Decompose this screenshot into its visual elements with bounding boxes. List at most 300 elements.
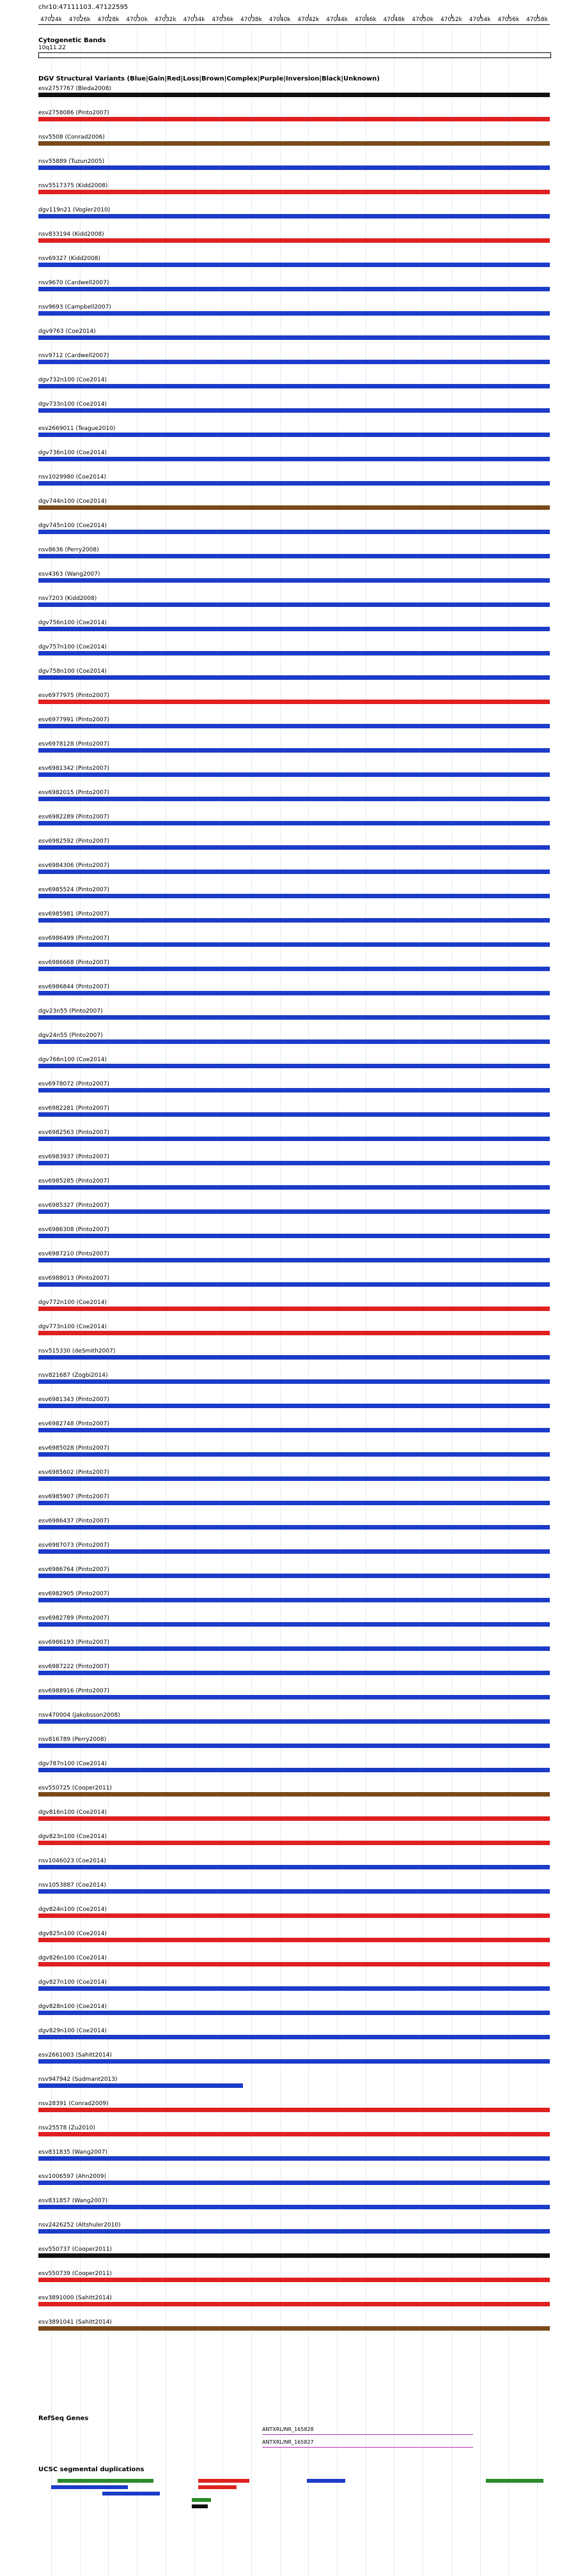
dgv-track-row[interactable] (38, 1397, 550, 1411)
dgv-track-row[interactable] (38, 2125, 550, 2139)
dgv-track-row[interactable] (38, 1130, 550, 1144)
segdup-block (307, 2479, 345, 2483)
dgv-track-row[interactable] (38, 280, 550, 294)
dgv-variant-bar[interactable] (38, 1962, 550, 1966)
dgv-track-label: dgv827n100 (Coe2014) (38, 1979, 107, 1986)
dgv-track-label: dgv829n100 (Coe2014) (38, 2028, 107, 2034)
dgv-variant-bar[interactable] (38, 1015, 550, 1020)
dgv-track-label: dgv823n100 (Coe2014) (38, 1834, 107, 1840)
dgv-track-label: esv6982289 (Pinto2007) (38, 814, 109, 820)
dgv-variant-bar[interactable] (38, 2108, 550, 2112)
dgv-variant-bar[interactable] (38, 821, 550, 825)
dgv-track-label: esv550737 (Cooper2011) (38, 2246, 112, 2253)
dgv-track-row[interactable] (38, 2004, 550, 2018)
dgv-track-label: dgv23n55 (Pinto2007) (38, 1008, 103, 1015)
dgv-track-row[interactable] (38, 1858, 550, 1872)
dgv-variant-bar[interactable] (38, 845, 550, 850)
dgv-track-label: nsv821687 (Zogbi2014) (38, 1372, 108, 1379)
dgv-track-row[interactable] (38, 1955, 550, 1969)
dgv-track-row[interactable] (38, 960, 550, 974)
dgv-track-row[interactable] (38, 377, 550, 391)
dgv-track-label: dgv733n100 (Coe2014) (38, 401, 107, 408)
dgv-track-row[interactable] (38, 1615, 550, 1629)
dgv-track-row[interactable] (38, 1057, 550, 1071)
dgv-variant-bar[interactable] (38, 2205, 550, 2209)
dgv-variant-bar[interactable] (38, 2132, 550, 2136)
dgv-track-row[interactable] (38, 2052, 550, 2066)
dgv-variant-bar[interactable] (38, 1865, 550, 1869)
dgv-track-row[interactable] (38, 644, 550, 658)
dgv-track-row[interactable] (38, 110, 550, 124)
dgv-variant-bar[interactable] (38, 1161, 550, 1165)
dgv-track-row[interactable] (38, 1178, 550, 1192)
dgv-track-row[interactable] (38, 1664, 550, 1678)
dgv-variant-bar[interactable] (38, 360, 550, 364)
cytoband-title: Cytogenetic Bands (38, 37, 106, 44)
dgv-track-row[interactable] (38, 595, 550, 610)
dgv-track-label: esv6987210 (Pinto2007) (38, 1251, 109, 1257)
dgv-track-label: nsv816789 (Perry2008) (38, 1736, 107, 1743)
dgv-track-row[interactable] (38, 2198, 550, 2212)
dgv-track-row[interactable] (38, 1834, 550, 1848)
dgv-track-label: nsv833194 (Kidd2008) (38, 231, 104, 238)
dgv-track-label: esv6982015 (Pinto2007) (38, 790, 109, 796)
dgv-track-label: esv3891041 (Sahitt2014) (38, 2319, 112, 2326)
ruler-tick-label: 47026k (68, 17, 91, 23)
segdup-block (51, 2485, 128, 2489)
ruler-tick-label: 47036k (212, 17, 234, 23)
ruler-tick-label: 47038k (240, 17, 262, 23)
dgv-track-label: nsv69327 (Kidd2008) (38, 256, 100, 262)
dgv-track-row[interactable] (38, 158, 550, 172)
ruler-tick-label: 47044k (326, 17, 348, 23)
dgv-variant-bar[interactable] (38, 1792, 550, 1797)
dgv-track-label: dgv745n100 (Coe2014) (38, 523, 107, 529)
dgv-variant-bar[interactable] (38, 238, 550, 243)
dgv-track-row[interactable] (38, 887, 550, 901)
dgv-track-label: dgv825n100 (Coe2014) (38, 1931, 107, 1937)
ruler-tick-label: 47034k (183, 17, 205, 23)
dgv-variant-bar[interactable] (38, 457, 550, 461)
segdup-block (198, 2479, 249, 2483)
dgv-variant-bar[interactable] (38, 1209, 550, 1214)
ruler-tick-label: 47046k (354, 17, 377, 23)
dgv-track-row[interactable] (38, 304, 550, 318)
dgv-track-row[interactable] (38, 353, 550, 367)
dgv-variant-bar[interactable] (38, 93, 550, 97)
dgv-variant-bar[interactable] (38, 1088, 550, 1092)
dgv-track-label: esv6982748 (Pinto2007) (38, 1421, 109, 1427)
dgv-track-row[interactable] (38, 765, 550, 779)
ruler-tick-label: 47050k (412, 17, 434, 23)
dgv-variant-bar[interactable] (38, 602, 550, 607)
dgv-track-row[interactable] (38, 1324, 550, 1338)
dgv-variant-bar[interactable] (38, 165, 550, 170)
dgv-track-label: esv6982905 (Pinto2007) (38, 1591, 109, 1597)
segdup-block (58, 2479, 153, 2483)
dgv-variant-bar[interactable] (38, 1646, 550, 1651)
dgv-variant-bar[interactable] (38, 311, 550, 316)
dgv-track-label: esv6985327 (Pinto2007) (38, 1202, 109, 1209)
dgv-track-label: nsv9670 (Cardwell2007) (38, 280, 109, 286)
dgv-variant-bar[interactable] (38, 214, 550, 218)
dgv-track-label: dgv787n100 (Coe2014) (38, 1761, 107, 1767)
dgv-track-label: esv2758086 (Pinto2007) (38, 110, 109, 116)
dgv-track-label: nsv1046023 (Coe2014) (38, 1858, 106, 1864)
dgv-track-row[interactable] (38, 935, 550, 949)
dgv-variant-bar[interactable] (38, 1234, 550, 1238)
dgv-track-row[interactable] (38, 1979, 550, 1993)
dgv-variant-bar[interactable] (38, 1719, 550, 1724)
dgv-track-row[interactable] (38, 1445, 550, 1459)
dgv-track-row[interactable] (38, 1494, 550, 1508)
dgv-track-row[interactable] (38, 1348, 550, 1362)
dgv-track-label: esv550739 (Cooper2011) (38, 2271, 112, 2277)
dgv-track-label: dgv758n100 (Coe2014) (38, 668, 107, 675)
dgv-variant-bar[interactable] (38, 2011, 550, 2015)
dgv-variant-bar[interactable] (38, 700, 550, 704)
ruler-tick-label: 47056k (497, 17, 520, 23)
dgv-track-label: esv831857 (Wang2007) (38, 2198, 107, 2204)
dgv-track-label: esv6983937 (Pinto2007) (38, 1154, 109, 1160)
segdup-block (198, 2485, 237, 2489)
dgv-variant-bar[interactable] (38, 287, 550, 291)
dgv-track-row[interactable] (38, 183, 550, 197)
ruler-tick-label: 47042k (297, 17, 320, 23)
dgv-track-row[interactable] (38, 1518, 550, 1532)
dgv-track-row[interactable] (38, 86, 550, 100)
dgv-variant-bar[interactable] (38, 1282, 550, 1287)
dgv-variant-bar[interactable] (38, 2302, 550, 2306)
dgv-track-label: esv6986437 (Pinto2007) (38, 1518, 109, 1524)
dgv-variant-bar[interactable] (38, 117, 550, 121)
dgv-track-row[interactable] (38, 668, 550, 682)
dgv-track-row[interactable] (38, 474, 550, 488)
dgv-variant-bar[interactable] (38, 1355, 550, 1360)
dgv-track-row[interactable] (38, 1567, 550, 1581)
dgv-variant-bar[interactable] (38, 1476, 550, 1481)
dgv-variant-bar[interactable] (38, 1404, 550, 1408)
dgv-track-label: esv6986764 (Pinto2007) (38, 1567, 109, 1573)
dgv-track-label: esv6978072 (Pinto2007) (38, 1081, 109, 1087)
dgv-variant-bar[interactable] (38, 894, 550, 898)
dgv-track-row[interactable] (38, 2174, 550, 2188)
dgv-variant-bar[interactable] (38, 2156, 550, 2161)
dgv-variant-bar[interactable] (38, 1331, 550, 1335)
segdup-block (192, 2504, 208, 2508)
dgv-variant-bar[interactable] (38, 384, 550, 388)
dgv-track-label: esv6988013 (Pinto2007) (38, 1275, 109, 1282)
dgv-variant-bar[interactable] (38, 991, 550, 995)
refseq-gene-2-line (262, 2447, 473, 2448)
dgv-track-row[interactable] (38, 1251, 550, 1265)
dgv-variant-bar[interactable] (38, 2083, 243, 2088)
dgv-track-row[interactable] (38, 741, 550, 755)
dgv-track-row[interactable] (38, 984, 550, 998)
dgv-track-row[interactable] (38, 2076, 550, 2090)
dgv-variant-bar[interactable] (38, 1816, 550, 1821)
dgv-variant-bar[interactable] (38, 1525, 550, 1529)
dgv-track-row[interactable] (38, 620, 550, 634)
dgv-track-row[interactable] (38, 547, 550, 561)
dgv-track-row[interactable] (38, 450, 550, 464)
dgv-variant-bar[interactable] (38, 870, 550, 874)
dgv-variant-bar[interactable] (38, 1549, 550, 1554)
dgv-variant-bar[interactable] (38, 772, 550, 777)
position-label: chr10:47111103..47122595 (38, 4, 129, 11)
dgv-track-row[interactable] (38, 401, 550, 415)
dgv-variant-bar[interactable] (38, 2059, 550, 2064)
dgv-variant-bar[interactable] (38, 335, 550, 340)
dgv-track-row[interactable] (38, 2246, 550, 2260)
dgv-variant-bar[interactable] (38, 1185, 550, 1190)
dgv-variant-bar[interactable] (38, 554, 550, 558)
dgv-track-row[interactable] (38, 1105, 550, 1119)
dgv-track-label: esv6986499 (Pinto2007) (38, 935, 109, 942)
dgv-track-label: esv6986308 (Pinto2007) (38, 1227, 109, 1233)
dgv-variant-bar[interactable] (38, 748, 550, 753)
dgv-track-row[interactable] (38, 1421, 550, 1435)
dgv-track-label: nsv947942 (Sudmant2013) (38, 2076, 118, 2083)
dgv-variant-bar[interactable] (38, 1841, 550, 1845)
dgv-variant-bar[interactable] (38, 724, 550, 728)
dgv-track-label: esv6982563 (Pinto2007) (38, 1130, 109, 1136)
dgv-track-row[interactable] (38, 1469, 550, 1483)
dgv-track-label: esv2757767 (Bleda2008) (38, 86, 111, 92)
dgv-variant-bar[interactable] (38, 433, 550, 437)
dgv-track-label: dgv826n100 (Coe2014) (38, 1955, 107, 1961)
dgv-track-label: nsv2426252 (Altshuler2010) (38, 2222, 121, 2228)
dgv-variant-bar[interactable] (38, 1671, 550, 1675)
dgv-track-label: dgv816n100 (Coe2014) (38, 1809, 107, 1816)
dgv-track-label: esv6985981 (Pinto2007) (38, 911, 109, 917)
cytoband-bar (38, 52, 551, 58)
dgv-track-row[interactable] (38, 1761, 550, 1775)
dgv-track-row[interactable] (38, 2222, 550, 2236)
dgv-variant-bar[interactable] (38, 1913, 550, 1918)
dgv-track-row[interactable] (38, 911, 550, 925)
dgv-track-row[interactable] (38, 1227, 550, 1241)
dgv-track-label: esv6982592 (Pinto2007) (38, 838, 109, 845)
dgv-track-row[interactable] (38, 790, 550, 804)
dgv-track-label: esv6986844 (Pinto2007) (38, 984, 109, 990)
dgv-variant-bar[interactable] (38, 797, 550, 801)
ruler-tick-label: 47058k (526, 17, 548, 23)
dgv-track-label: dgv828n100 (Coe2014) (38, 2004, 107, 2010)
dgv-variant-bar[interactable] (38, 1258, 550, 1262)
dgv-variant-bar[interactable] (38, 1112, 550, 1117)
dgv-track-label: nsv470004 (Jakobsson2008) (38, 1712, 120, 1719)
dgv-variant-bar[interactable] (38, 1064, 550, 1068)
dgv-variant-bar[interactable] (38, 942, 550, 947)
dgv-track-row[interactable] (38, 231, 550, 245)
dgv-track-row[interactable] (38, 134, 550, 148)
dgv-variant-bar[interactable] (38, 2253, 550, 2258)
dgv-track-label: esv6977991 (Pinto2007) (38, 717, 109, 723)
dgv-track-label: esv6986193 (Pinto2007) (38, 1639, 109, 1646)
dgv-track-row[interactable] (38, 1008, 550, 1022)
dgv-track-row[interactable] (38, 717, 550, 731)
dgv-track-label: esv6985524 (Pinto2007) (38, 887, 109, 893)
dgv-variant-bar[interactable] (38, 651, 550, 656)
dgv-track-row[interactable] (38, 862, 550, 877)
ruler-tick-label: 47052k (440, 17, 462, 23)
dgv-variant-bar[interactable] (38, 1452, 550, 1457)
segdups-title: UCSC segmental duplications (38, 2466, 144, 2473)
cytoband-label: 10q11.22 (38, 45, 66, 51)
dgv-track-row[interactable] (38, 207, 550, 221)
dgv-track-row[interactable] (38, 1809, 550, 1823)
dgv-track-row[interactable] (38, 425, 550, 440)
dgv-track-label: nsv1029980 (Coe2014) (38, 474, 106, 480)
dgv-track-row[interactable] (38, 2028, 550, 2042)
dgv-track-label: esv3891000 (Sahitt2014) (38, 2295, 112, 2301)
dgv-track-label: esv1006597 (Ahn2009) (38, 2174, 106, 2180)
dgv-variant-bar[interactable] (38, 1598, 550, 1602)
dgv-track-label: dgv9763 (Coe2014) (38, 328, 96, 335)
dgv-variant-bar[interactable] (38, 2035, 550, 2039)
dgv-variant-bar[interactable] (38, 1986, 550, 1991)
ruler-tick-label: 47024k (40, 17, 62, 23)
dgv-track-label: dgv772n100 (Coe2014) (38, 1300, 107, 1306)
dgv-track-row[interactable] (38, 571, 550, 585)
dgv-variant-bar[interactable] (38, 1622, 550, 1627)
dgv-variant-bar[interactable] (38, 578, 550, 583)
dgv-track-row[interactable] (38, 1639, 550, 1653)
refseq-title: RefSeq Genes (38, 2415, 89, 2422)
dgv-track-row[interactable] (38, 1931, 550, 1945)
refseq-gene-2[interactable]: ANTXRL/NR_165827 (262, 2439, 314, 2445)
refseq-gene-1[interactable]: ANTXRL/NR_165828 (262, 2426, 314, 2432)
dgv-variant-bar[interactable] (38, 505, 550, 510)
dgv-track-row[interactable] (38, 1591, 550, 1605)
dgv-track-row[interactable] (38, 256, 550, 270)
dgv-track-row[interactable] (38, 1154, 550, 1168)
dgv-track-label: nsv8636 (Perry2008) (38, 547, 99, 553)
dgv-variant-bar[interactable] (38, 1768, 550, 1772)
dgv-track-row[interactable] (38, 2149, 550, 2163)
dgv-track-row[interactable] (38, 1202, 550, 1216)
dgv-variant-bar[interactable] (38, 141, 550, 146)
dgv-track-row[interactable] (38, 1882, 550, 1896)
dgv-track-row[interactable] (38, 1032, 550, 1046)
dgv-title: DGV Structural Variants (Blue|Gain|Red|Loss|Brown|Complex|Purple|Inversion|Black|Unknown) (38, 75, 380, 82)
dgv-track-label: nsv25578 (Zu2010) (38, 2125, 96, 2131)
dgv-track-row[interactable] (38, 328, 550, 342)
dgv-variant-bar[interactable] (38, 1307, 550, 1311)
dgv-variant-bar[interactable] (38, 2278, 550, 2282)
dgv-track-label: esv6988916 (Pinto2007) (38, 1688, 109, 1694)
dgv-variant-bar[interactable] (38, 190, 550, 194)
dgv-track-label: esv6978128 (Pinto2007) (38, 741, 109, 747)
dgv-track-label: esv6986668 (Pinto2007) (38, 960, 109, 966)
ruler-tick-label: 47040k (269, 17, 291, 23)
dgv-track-label: esv6982789 (Pinto2007) (38, 1615, 109, 1621)
dgv-track-row[interactable] (38, 1688, 550, 1702)
dgv-variant-bar[interactable] (38, 2326, 550, 2331)
dgv-variant-bar[interactable] (38, 1379, 550, 1384)
dgv-variant-bar[interactable] (38, 481, 550, 486)
dgv-track-row[interactable] (38, 1785, 550, 1799)
dgv-track-row[interactable] (38, 814, 550, 828)
dgv-track-label: esv6985907 (Pinto2007) (38, 1494, 109, 1500)
dgv-variant-bar[interactable] (38, 408, 550, 413)
dgv-variant-bar[interactable] (38, 1938, 550, 1942)
ruler-tick-label: 47054k (469, 17, 491, 23)
dgv-track-label: nsv1053887 (Coe2014) (38, 1882, 106, 1889)
ruler-tick-label: 47048k (383, 17, 405, 23)
dgv-track-row[interactable] (38, 523, 550, 537)
dgv-track-label: esv2661003 (Sahitt2014) (38, 2052, 112, 2058)
dgv-track-row[interactable] (38, 2295, 550, 2309)
dgv-track-row[interactable] (38, 1542, 550, 1556)
dgv-track-label: esv6987073 (Pinto2007) (38, 1542, 109, 1549)
dgv-track-label: nsv28391 (Conrad2009) (38, 2101, 109, 2107)
dgv-track-label: nsv9712 (Cardwell2007) (38, 353, 109, 359)
dgv-variant-bar[interactable] (38, 2181, 550, 2185)
dgv-track-row[interactable] (38, 1736, 550, 1751)
dgv-variant-bar[interactable] (38, 1744, 550, 1748)
dgv-track-row[interactable] (38, 1300, 550, 1314)
dgv-track-row[interactable] (38, 1372, 550, 1386)
refseq-gene-1-line (262, 2434, 473, 2435)
dgv-track-label: nsv515330 (deSmith2007) (38, 1348, 116, 1354)
dgv-track-label: dgv824n100 (Coe2014) (38, 1906, 107, 1913)
dgv-track-row[interactable] (38, 2271, 550, 2285)
dgv-track-label: esv6977975 (Pinto2007) (38, 693, 109, 699)
dgv-track-row[interactable] (38, 2101, 550, 2115)
dgv-variant-bar[interactable] (38, 263, 550, 267)
base-ruler (38, 14, 550, 25)
segdup-block (192, 2498, 211, 2502)
dgv-variant-bar[interactable] (38, 1039, 550, 1044)
ruler-tick-label: 47028k (97, 17, 120, 23)
ruler-tick-label: 47032k (154, 17, 176, 23)
dgv-variant-bar[interactable] (38, 1428, 550, 1432)
dgv-track-label: nsv7203 (Kidd2008) (38, 595, 97, 602)
dgv-track-row[interactable] (38, 2319, 550, 2333)
dgv-track-label: esv6982281 (Pinto2007) (38, 1105, 109, 1112)
dgv-variant-bar[interactable] (38, 1501, 550, 1505)
dgv-variant-bar[interactable] (38, 1695, 550, 1699)
dgv-track-row[interactable] (38, 1081, 550, 1095)
dgv-track-row[interactable] (38, 1712, 550, 1726)
dgv-track-row[interactable] (38, 498, 550, 512)
dgv-track-label: esv6981343 (Pinto2007) (38, 1397, 109, 1403)
dgv-track-label: dgv756n100 (Coe2014) (38, 620, 107, 626)
dgv-track-row[interactable] (38, 1906, 550, 1920)
dgv-variant-bar[interactable] (38, 530, 550, 534)
dgv-track-label: dgv119n21 (Vogler2010) (38, 207, 111, 213)
dgv-track-label: nsv55889 (Tuzun2005) (38, 158, 105, 165)
segdup-block (102, 2492, 160, 2496)
dgv-track-label: dgv736n100 (Coe2014) (38, 450, 107, 456)
dgv-variant-bar[interactable] (38, 1574, 550, 1578)
dgv-variant-bar[interactable] (38, 2229, 550, 2234)
dgv-track-row[interactable] (38, 838, 550, 852)
dgv-variant-bar[interactable] (38, 1889, 550, 1894)
dgv-variant-bar[interactable] (38, 1137, 550, 1141)
dgv-track-label: dgv744n100 (Coe2014) (38, 498, 107, 505)
dgv-track-label: dgv773n100 (Coe2014) (38, 1324, 107, 1330)
dgv-variant-bar[interactable] (38, 627, 550, 631)
dgv-variant-bar[interactable] (38, 918, 550, 923)
dgv-variant-bar[interactable] (38, 967, 550, 971)
dgv-variant-bar[interactable] (38, 675, 550, 680)
dgv-track-row[interactable] (38, 1275, 550, 1289)
dgv-track-row[interactable] (38, 693, 550, 707)
dgv-track-label: esv2669011 (Teague2010) (38, 425, 116, 432)
